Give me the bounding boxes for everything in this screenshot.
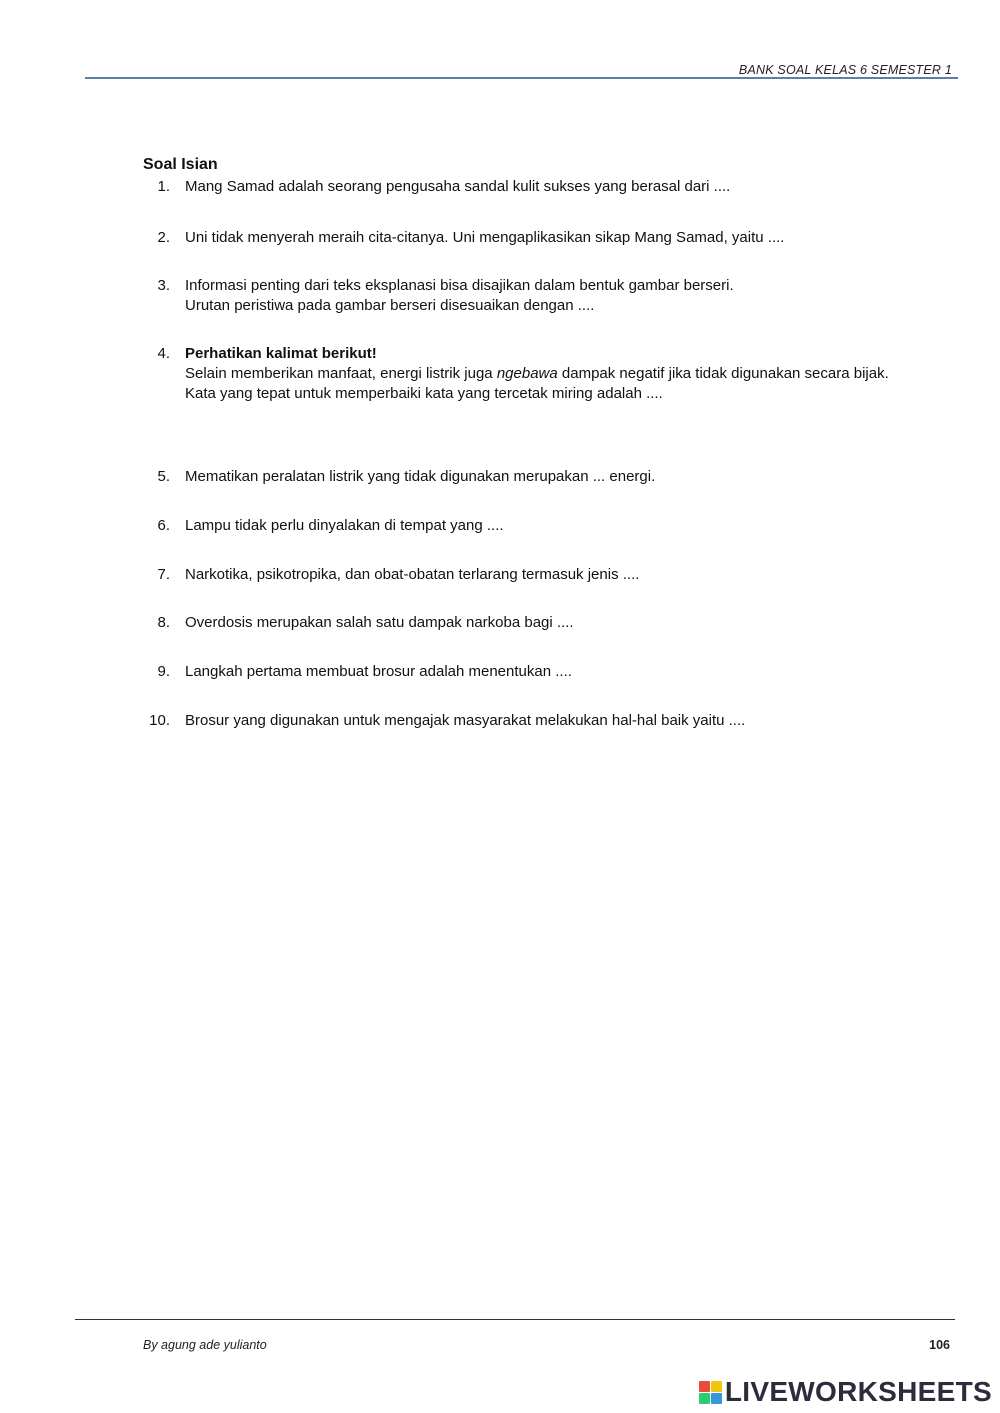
question-item xyxy=(140,711,940,731)
question-heading: Perhatikan kalimat berikut! xyxy=(185,345,377,362)
question-text: Uni tidak menyerah meraih cita-citanya. Uni mengaplikasikan sikap Mang Samad, yaitu .... xyxy=(185,229,785,246)
quoted-sentence xyxy=(185,364,940,384)
question-text: Lampu tidak perlu dinyalakan di tempat yang .... xyxy=(185,517,504,534)
question-number: 5. xyxy=(157,468,170,485)
question-number: 3. xyxy=(157,277,170,294)
liveworksheets-watermark xyxy=(699,1377,992,1407)
section-title: Soal Isian xyxy=(143,156,218,173)
question-number: 2. xyxy=(157,229,170,246)
logo-tile-blue xyxy=(711,1393,722,1404)
question-text: Narkotika, psikotropika, dan obat-obatan terlarang termasuk jenis .... xyxy=(185,566,640,583)
logo-tile-green xyxy=(699,1393,710,1404)
page-number: 106 xyxy=(929,1338,950,1352)
question-text-line-1: Informasi penting dari teks eksplanasi bisa disajikan dalam bentuk gambar berseri. xyxy=(185,277,734,294)
question-item xyxy=(140,516,940,536)
question-text-line-2: Urutan peristiwa pada gambar berseri disesuaikan dengan .... xyxy=(185,297,595,314)
italic-word: ngebawa xyxy=(496,365,558,382)
logo-tile-yellow xyxy=(711,1381,722,1392)
question-text: Langkah pertama membuat brosur adalah menentukan .... xyxy=(185,663,572,680)
question-number: 9. xyxy=(157,663,170,680)
question-item xyxy=(140,228,940,248)
question-text: Overdosis merupakan salah satu dampak narkoba bagi .... xyxy=(185,614,574,631)
question-text: Mematikan peralatan listrik yang tidak digunakan merupakan ... energi. xyxy=(185,468,656,485)
question-item xyxy=(140,565,940,585)
question-number: 7. xyxy=(157,566,170,583)
question-text: Brosur yang digunakan untuk mengajak masyarakat melakukan hal-hal baik yaitu .... xyxy=(185,712,746,729)
question-item xyxy=(140,276,940,316)
question-prompt: Kata yang tepat untuk memperbaiki kata yang tercetak miring adalah .... xyxy=(185,385,663,402)
quoted-sentence-start: Selain memberikan manfaat, energi listrik juga xyxy=(185,365,497,382)
question-number: 4. xyxy=(157,345,170,362)
question-item xyxy=(140,467,940,487)
footer-divider xyxy=(75,1319,955,1320)
header-divider xyxy=(85,77,958,79)
question-item xyxy=(140,344,940,404)
question-item xyxy=(140,613,940,633)
page-header-title: BANK SOAL KELAS 6 SEMESTER 1 xyxy=(738,63,952,77)
quoted-sentence-end: dampak negatif jika tidak digunakan secara bijak. xyxy=(557,365,889,382)
logo-tile-red xyxy=(699,1381,710,1392)
footer-author: By agung ade yulianto xyxy=(143,1338,267,1352)
question-number: 10. xyxy=(149,712,170,729)
watermark-text: LIVEWORKSHEETS xyxy=(724,1376,992,1407)
question-number: 1. xyxy=(157,178,170,195)
question-number: 6. xyxy=(157,517,170,534)
question-text: Mang Samad adalah seorang pengusaha sandal kulit sukses yang berasal dari .... xyxy=(185,178,731,195)
question-item xyxy=(140,662,940,682)
question-number: 8. xyxy=(157,614,170,631)
question-item xyxy=(140,177,940,197)
liveworksheets-logo-icon xyxy=(699,1381,722,1404)
